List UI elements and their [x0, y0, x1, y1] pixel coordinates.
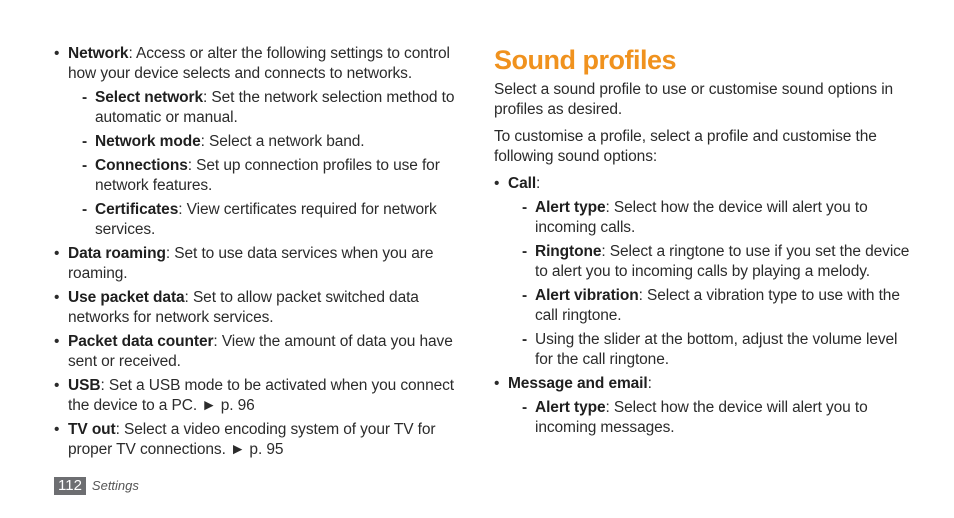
term: Network mode	[95, 133, 201, 150]
desc: Using the slider at the bottom, adjust the volume level for the call ringtone.	[535, 331, 898, 368]
term: Use packet data	[68, 289, 185, 306]
list-item	[54, 288, 464, 328]
desc: : Set a USB mode to be activated when you connect the device to a PC. ► p. 96	[68, 377, 454, 414]
list-item-message	[494, 374, 914, 438]
desc: : Set up connection profiles to use for network features.	[95, 157, 440, 194]
list-item	[54, 376, 464, 416]
desc: : Select a ringtone to use if you set the device to alert you to incoming calls by playing a melody.	[535, 243, 910, 280]
list-item-network	[54, 44, 464, 240]
right-column	[494, 44, 914, 442]
sub-item	[508, 242, 914, 282]
list-item	[54, 420, 464, 460]
desc: : Set to use data services when you are roaming.	[68, 245, 434, 282]
page-footer	[54, 476, 139, 495]
list-item	[54, 244, 464, 284]
section-label: Settings	[91, 478, 139, 493]
desc: : View the amount of data you have sent or received.	[68, 333, 453, 370]
term: Data roaming	[68, 245, 166, 262]
term: Message and email	[508, 375, 648, 392]
desc: :	[647, 375, 652, 392]
term: Packet data counter	[68, 333, 214, 350]
left-column	[54, 44, 464, 464]
sub-list	[68, 88, 464, 240]
list-item-call	[494, 174, 914, 370]
sub-list	[508, 398, 914, 438]
sub-item	[508, 398, 914, 438]
desc: :	[536, 175, 541, 192]
term: TV out	[68, 421, 116, 438]
desc: : Select a video encoding system of your TV for proper TV connections. ► p. 95	[68, 421, 436, 458]
sub-item	[508, 286, 914, 326]
term: Alert type	[535, 399, 606, 416]
term: Alert type	[535, 199, 606, 216]
desc: : Set to allow packet switched data networks for network services.	[68, 289, 419, 326]
term: Select network	[95, 89, 204, 106]
term: Ringtone	[535, 243, 602, 260]
term: Call	[508, 175, 537, 192]
term: Certificates	[95, 201, 179, 218]
term: Connections	[95, 157, 188, 174]
desc: : Select a vibration type to use with the call ringtone.	[535, 287, 900, 324]
sub-item	[68, 88, 464, 128]
desc: : View certificates required for network services.	[95, 201, 437, 238]
desc: : Set the network selection method to automatic or manual.	[95, 89, 455, 126]
term: USB	[68, 377, 101, 394]
sub-list	[508, 198, 914, 370]
section-title: Sound profiles	[494, 45, 676, 75]
term: Network	[68, 45, 129, 62]
desc: : Select a network band.	[200, 133, 365, 150]
page-number: 112	[54, 477, 86, 495]
list-item	[54, 332, 464, 372]
sub-item	[68, 132, 464, 152]
intro-paragraph: To customise a profile, select a profile and customise the following sound options:	[494, 128, 877, 165]
intro-paragraph: Select a sound profile to use or customise sound options in profiles as desired.	[494, 81, 894, 118]
sub-item	[68, 200, 464, 240]
desc: : Select how the device will alert you to incoming calls.	[535, 199, 868, 236]
desc: : Select how the device will alert you to incoming messages.	[535, 399, 868, 436]
sub-item	[68, 156, 464, 196]
sub-item	[508, 330, 914, 370]
term: Alert vibration	[535, 287, 639, 304]
desc: : Access or alter the following settings to control how your device selects and connects to networks.	[68, 45, 450, 82]
sub-item	[508, 198, 914, 238]
